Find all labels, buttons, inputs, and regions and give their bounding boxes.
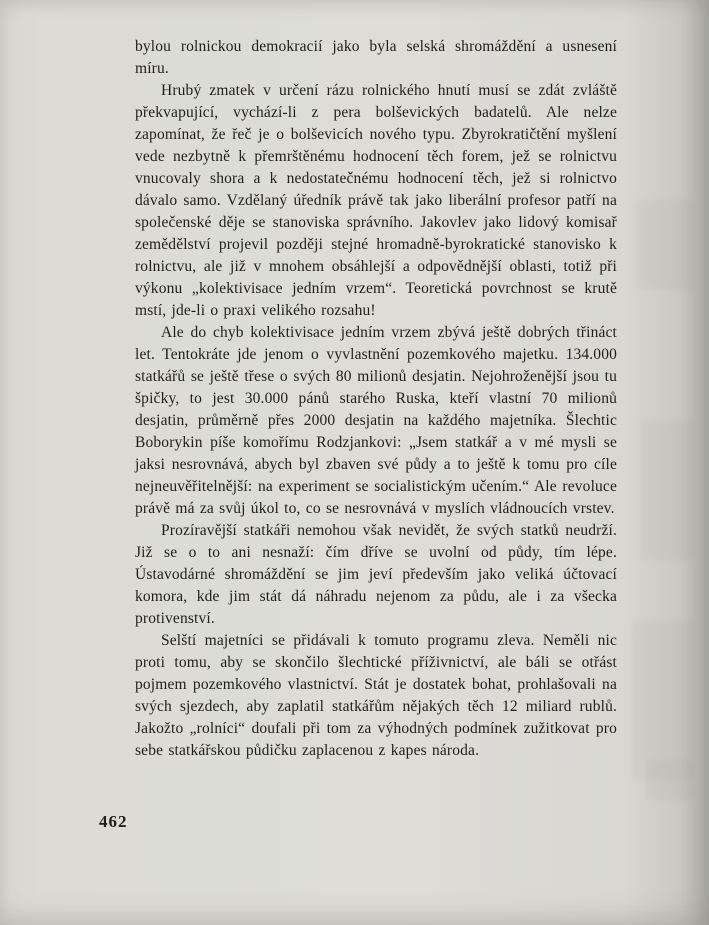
show-through-artifact <box>640 420 695 560</box>
paragraph-continuation: bylou rolnickou demokracií jako byla selská shromáždění a usnesení míru. <box>135 38 617 77</box>
paragraph: Ale do chyb kolektivisace jedním vrzem zbývá ještě dobrých třináct let. Tentokráte jde jenom o vyvlastnění pozemkového majetku. 134.000 statkářů se ještě třese o svých 80 milionů desjatin. Nejohroženější jsou tu špičky, to jest 30.000 pánů starého Ruska, kteří vlastní 70 milionů desjatin, průměrně přes 2000 desjatin na každého majetníka. Šlechtic Boborykin píše komořímu Rodzjankovi: „Jsem statkář a v mé mysli se jaksi nesrovnává, abych byl zbaven své půdy a to ještě k tomu pro cíle nejneuvěřitelnější: na experiment se socialistickým učením.“ Ale revoluce právě má za svůj úkol to, co se nesrovnává v myslích vládnoucích vrstev. <box>135 324 617 517</box>
page-number: 462 <box>99 812 128 831</box>
show-through-artifact <box>646 760 694 800</box>
paragraph: Hrubý zmatek v určení rázu rolnického hnutí musí se zdát zvláště překvapující, vychází-li z pera bolševických badatelů. Ale nelze zapomínat, že řeč je o bolševicích nového typu. Zbyrokratičtění myšlení vede nezbytně k přemrštěnému hodnocení těch forem, jež se rolnictvu vnucovaly shora a k nedostatečnému hodnocení těch, jež si rolnictvo dávalo samo. Vzdělaný úředník právě tak jako liberální profesor patří na společenské děje se stanoviska správního. Jakovlev jako lidový komisař zemědělství projevil později stejné hromadně-byrokratické stanovisko k rolnictvu, ale již v mnohem obsáhlejší a odpovědnější oblasti, totiž při výkonu „kolektivisace jedním vrzem“. Teoretická povrchnost se krutě mstí, jde-li o praxi velikého rozsahu! <box>135 82 617 319</box>
paragraph: Prozíravější statkáři nemohou však nevidět, že svých statků neudrží. Již se o to ani nesnaží: čím dříve se uvolní od půdy, tím lépe. Ústavodárné shromáždění se jim jeví především jako veliká účtovací komora, kde jim stát dá náhradu nejenom za půdu, ale i za všecka protivenství. <box>135 522 617 627</box>
show-through-artifact <box>636 200 694 290</box>
show-through-artifact <box>632 620 694 780</box>
page-text-block <box>135 36 617 762</box>
paragraph: Selští majetníci se přidávali k tomuto programu zleva. Neměli nic proti tomu, aby se skončilo šlechtické příživnictví, ale báli se otřást pojmem pozemkového vlastnictví. Stát je dostatek bohat, prohlašovali na svých sjezdech, aby zaplatil statkářům nějakých těch 12 miliard rublů. Jakožto „rolníci“ doufali při tom za výhodných podmínek zužitkovat pro sebe statkářskou půdičku zaplacenou z kapes národa. <box>135 632 617 759</box>
